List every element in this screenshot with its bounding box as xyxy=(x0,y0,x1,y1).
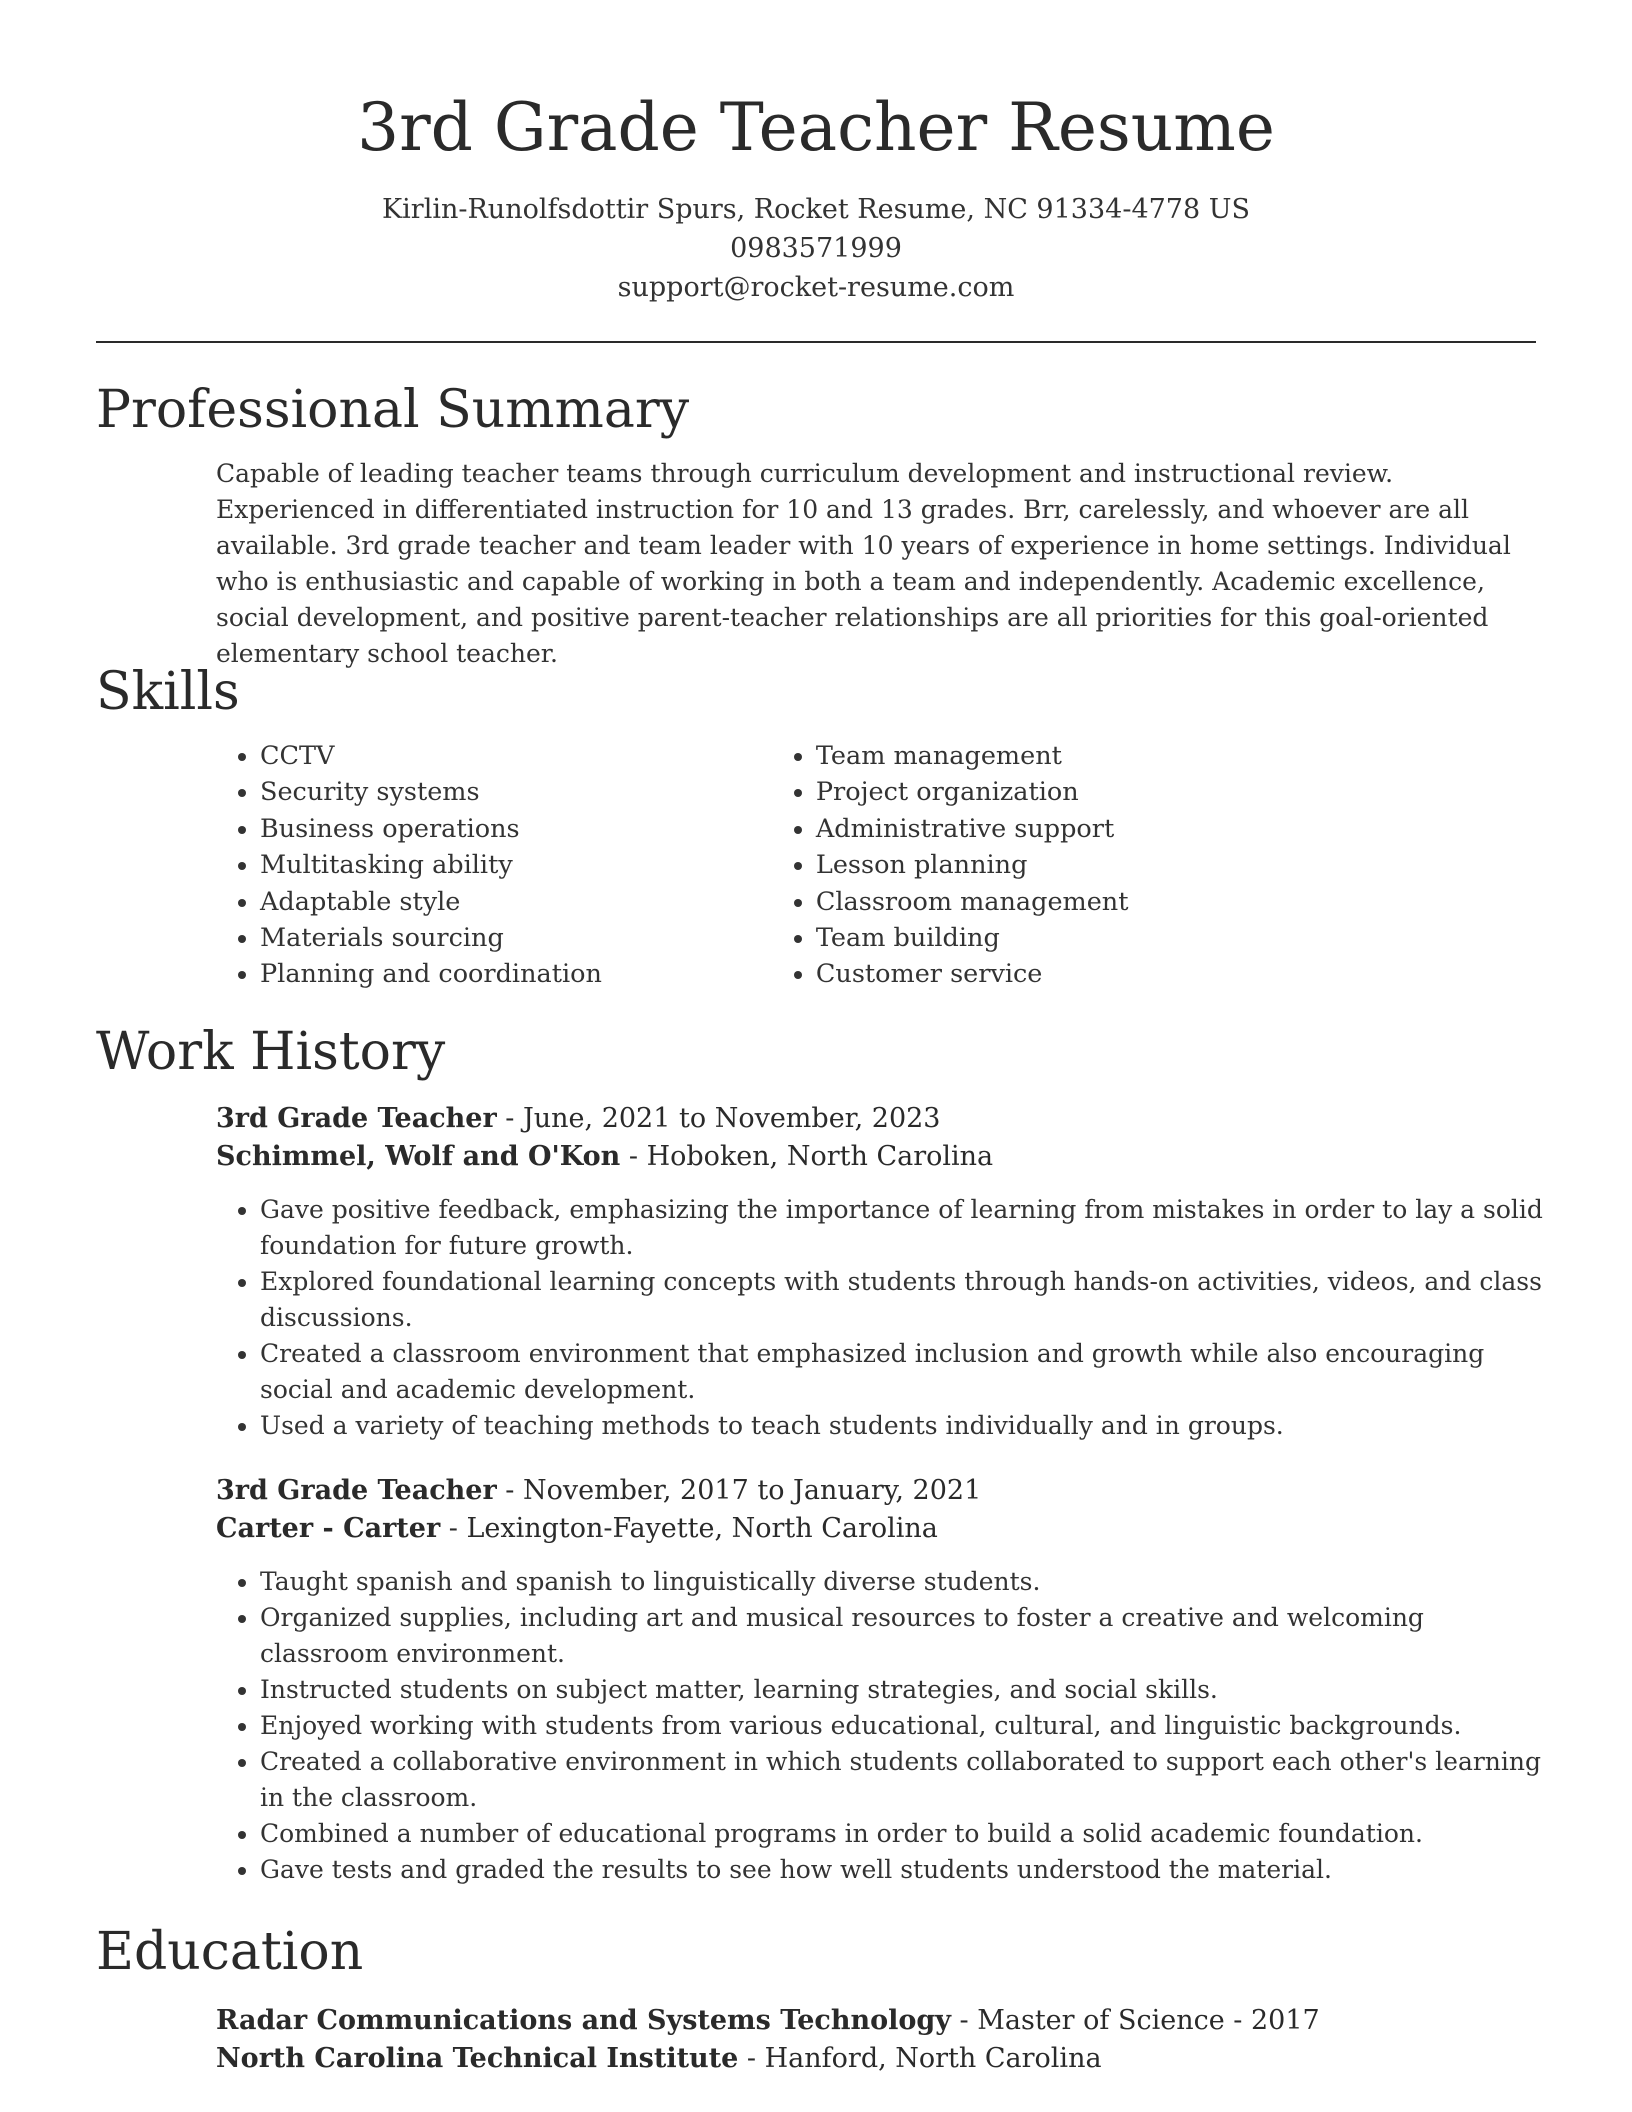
job-bullet: • Created a collaborative environment in which students collaborated to support each other's learning in the classroom. xyxy=(260,1744,1556,1816)
job-bullet: • Explored foundational learning concepts with students through hands-on activities, videos, and class discussions. xyxy=(260,1264,1556,1336)
job-bullet: • Instructed students on subject matter, learning strategies, and social skills. xyxy=(260,1672,1556,1708)
education-location: - Hanford, North Carolina xyxy=(738,2043,1102,2074)
job-bullet: • Gave tests and graded the results to see how well students understood the material. xyxy=(260,1852,1556,1888)
skill-item: • Business operations xyxy=(260,811,602,847)
job-dates: - June, 2021 to November, 2023 xyxy=(496,1103,941,1134)
contact-block xyxy=(96,190,1536,307)
work-history-section xyxy=(96,1020,1543,1888)
skill-item: • CCTV xyxy=(260,738,602,774)
summary-heading: Professional Summary xyxy=(96,380,690,440)
skills-section xyxy=(96,660,1536,993)
skill-item: • Team building xyxy=(816,920,1129,956)
job-company-line xyxy=(216,1138,1536,1176)
education-heading: Education xyxy=(96,1922,364,1982)
job-dates: - November, 2017 to January, 2021 xyxy=(496,1475,982,1506)
job-bullet: • Enjoyed working with students from various educational, cultural, and linguistic backgrounds. xyxy=(260,1708,1556,1744)
skills-list-right xyxy=(816,738,1129,993)
job-entry xyxy=(216,1472,1542,1888)
job-location: - Lexington-Fayette, North Carolina xyxy=(440,1513,938,1544)
education-school-line xyxy=(216,2040,1536,2078)
skills-columns xyxy=(96,738,1536,993)
header-divider xyxy=(96,341,1536,343)
job-title: 3rd Grade Teacher xyxy=(216,1475,497,1506)
job-bullets xyxy=(216,1192,1556,1444)
job-bullet: • Organized supplies, including art and musical resources to foster a creative and welcoming classroom environment. xyxy=(260,1600,1556,1672)
job-company: Carter - Carter xyxy=(216,1513,441,1544)
resume-title: 3rd Grade Teacher Resume xyxy=(357,89,1275,166)
resume-header xyxy=(96,88,1536,307)
job-bullet: • Used a variety of teaching methods to teach students individually and in groups. xyxy=(260,1408,1556,1444)
skill-item: • Administrative support xyxy=(816,811,1129,847)
skill-item: • Team management xyxy=(816,738,1129,774)
skill-item: • Security systems xyxy=(260,774,602,810)
job-bullet: • Combined a number of educational programs in order to build a solid academic foundation. xyxy=(260,1816,1556,1852)
job-company-line xyxy=(216,1510,1536,1548)
skill-item: • Planning and coordination xyxy=(260,956,602,992)
job-company: Schimmel, Wolf and O'Kon xyxy=(216,1141,621,1172)
skill-item: • Materials sourcing xyxy=(260,920,602,956)
work-history-heading: Work History xyxy=(96,1022,446,1082)
summary-section xyxy=(96,378,1536,672)
summary-text: Capable of leading teacher teams through curriculum development and instructional review. Experienced in differentiated instruction for 10 and 13 grades. Brr, carelessly, and whoever are all available. 3rd grade teacher and team leader with 10 years of experience in home settings. Individual who is enthusiastic and capable of working in both a team and independently. Academic excellence, social development, and positive parent-teacher relationships are all priorities for this goal-oriented elementary school teacher. xyxy=(216,459,1511,668)
education-entry xyxy=(216,2002,1536,2078)
job-title-line xyxy=(216,1100,1536,1138)
job-bullet: • Gave positive feedback, emphasizing the importance of learning from mistakes in order to lay a solid foundation for future growth. xyxy=(260,1192,1556,1264)
job-bullet: • Taught spanish and spanish to linguistically diverse students. xyxy=(260,1564,1556,1600)
skill-item: • Adaptable style xyxy=(260,884,602,920)
job-title: 3rd Grade Teacher xyxy=(216,1103,497,1134)
job-location: - Hoboken, North Carolina xyxy=(620,1141,994,1172)
education-degree: - Master of Science - 2017 xyxy=(950,2005,1320,2036)
education-section xyxy=(96,1920,1536,2078)
education-degree-line xyxy=(216,2002,1536,2040)
skill-item: • Classroom management xyxy=(816,884,1129,920)
skills-heading: Skills xyxy=(96,662,240,722)
skills-list-left xyxy=(96,738,602,993)
education-school: North Carolina Technical Institute xyxy=(216,2043,739,2074)
contact-email: support@rocket-resume.com xyxy=(617,272,1015,303)
contact-phone: 0983571999 xyxy=(730,233,902,264)
contact-address: Kirlin-Runolfsdottir Spurs, Rocket Resume, NC 91334-4778 US xyxy=(381,194,1250,225)
education-field: Radar Communications and Systems Technology xyxy=(216,2005,951,2036)
job-bullet: • Created a classroom environment that emphasized inclusion and growth while also encouraging social and academic development. xyxy=(260,1336,1556,1408)
skill-item: • Customer service xyxy=(816,956,1129,992)
job-bullets xyxy=(216,1564,1556,1888)
skill-item: • Lesson planning xyxy=(816,847,1129,883)
skill-item: • Project organization xyxy=(816,774,1129,810)
job-entry xyxy=(216,1100,1543,1444)
job-title-line xyxy=(216,1472,1536,1510)
skill-item: • Multitasking ability xyxy=(260,847,602,883)
